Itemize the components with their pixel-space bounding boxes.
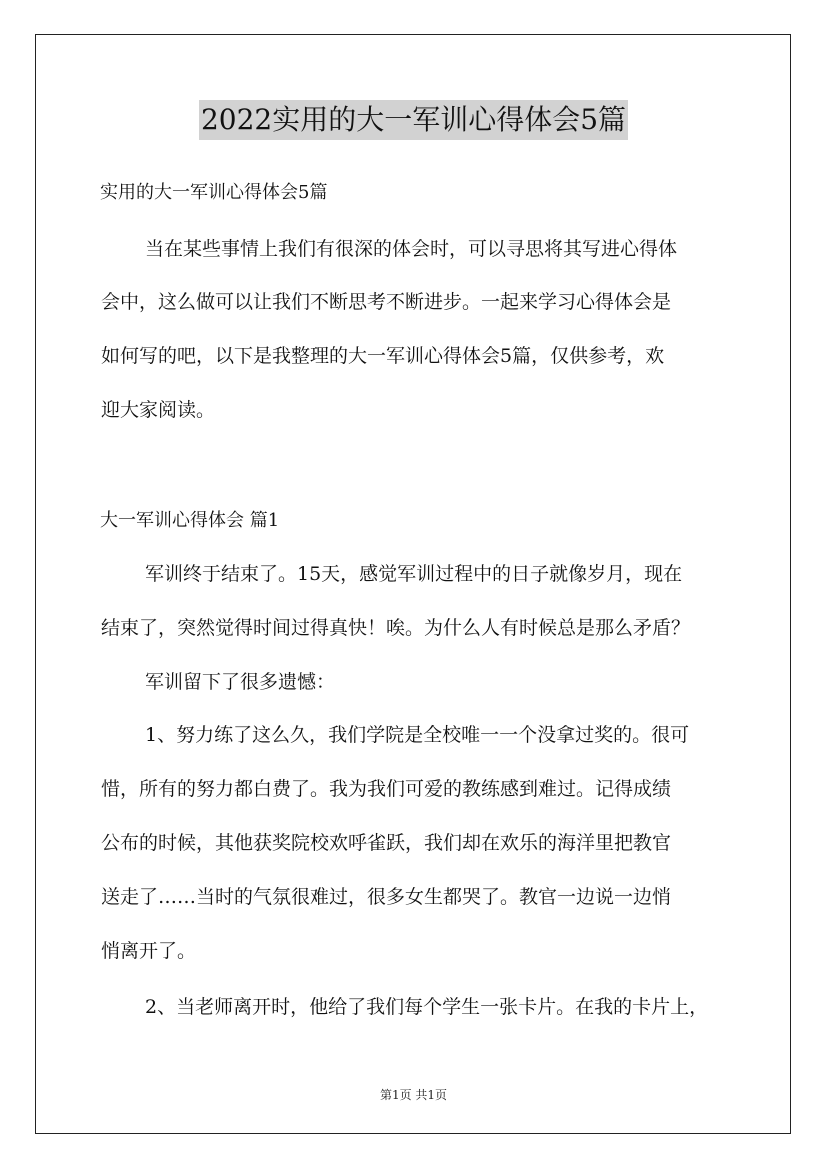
section-heading: 大一军训心得体会 篇1 xyxy=(100,510,280,531)
body-line: 结束了，突然觉得时间过得真快！唉。为什么人有时候总是那么矛盾？ xyxy=(101,617,691,639)
document-subtitle: 实用的大一军训心得体会5篇 xyxy=(100,182,328,203)
body-line: 2、当老师离开时，他给了我们每个学生一张卡片。在我的卡片上， xyxy=(145,996,709,1018)
intro-line: 迎大家阅读。 xyxy=(101,399,216,421)
intro-line: 如何写的吧，以下是我整理的大一军训心得体会5篇，仅供参考，欢 xyxy=(101,345,665,367)
body-line: 公布的时候，其他获奖院校欢呼雀跃，我们却在欢乐的海洋里把教官 xyxy=(101,832,672,854)
page-footer: 第1页 共1页 xyxy=(379,1088,448,1102)
body-line: 悄离开了。 xyxy=(101,940,197,962)
intro-line: 当在某些事情上我们有很深的体会时，可以寻思将其写进心得体 xyxy=(145,238,678,260)
document-title: 2022实用的大一军训心得体会5篇 xyxy=(199,100,628,140)
body-line: 惜，所有的努力都白费了。我为我们可爱的教练感到难过。记得成绩 xyxy=(101,778,672,800)
title-container xyxy=(0,100,827,140)
intro-line: 会中，这么做可以让我们不断思考不断进步。一起来学习心得体会是 xyxy=(101,291,672,313)
body-line: 送走了……当时的气氛很难过，很多女生都哭了。教官一边说一边悄 xyxy=(101,886,672,908)
body-line: 军训终于结束了。15天，感觉军训过程中的日子就像岁月，现在 xyxy=(145,563,683,585)
body-line: 1、努力练了这么久，我们学院是全校唯一一个没拿过奖的。很可 xyxy=(145,724,690,746)
body-line: 军训留下了很多遗憾： xyxy=(145,671,336,693)
